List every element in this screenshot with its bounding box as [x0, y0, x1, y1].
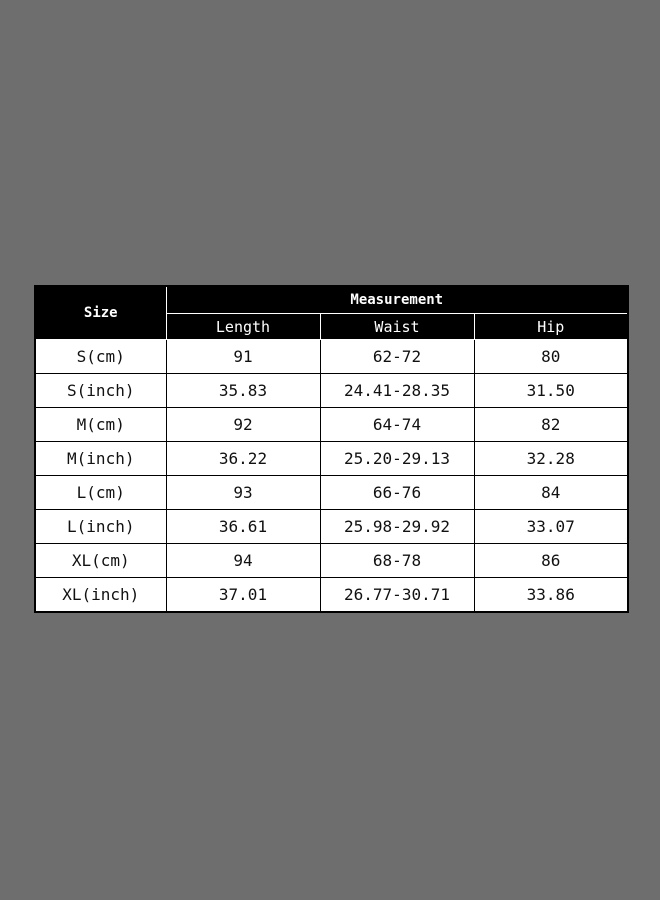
hip-column-header: Hip [474, 314, 628, 340]
size-cell: M(cm) [35, 408, 166, 442]
size-cell: M(inch) [35, 442, 166, 476]
waist-cell: 68-78 [320, 544, 474, 578]
table-row [35, 476, 628, 510]
waist-cell: 25.98-29.92 [320, 510, 474, 544]
hip-cell: 82 [474, 408, 628, 442]
length-cell: 35.83 [166, 374, 320, 408]
size-cell: L(inch) [35, 510, 166, 544]
length-cell: 36.22 [166, 442, 320, 476]
table-row [35, 374, 628, 408]
length-cell: 94 [166, 544, 320, 578]
size-cell: S(inch) [35, 374, 166, 408]
waist-column-header: Waist [320, 314, 474, 340]
waist-cell: 62-72 [320, 340, 474, 374]
hip-cell: 33.07 [474, 510, 628, 544]
waist-cell: 66-76 [320, 476, 474, 510]
size-cell: S(cm) [35, 340, 166, 374]
table-header [35, 286, 628, 340]
hip-cell: 80 [474, 340, 628, 374]
size-cell: XL(inch) [35, 578, 166, 613]
length-cell: 93 [166, 476, 320, 510]
waist-cell: 26.77-30.71 [320, 578, 474, 613]
hip-cell: 33.86 [474, 578, 628, 613]
hip-cell: 32.28 [474, 442, 628, 476]
length-column-header: Length [166, 314, 320, 340]
table-row [35, 442, 628, 476]
size-column-header: Size [35, 286, 166, 340]
table-row [35, 544, 628, 578]
table-row [35, 408, 628, 442]
hip-cell: 84 [474, 476, 628, 510]
table-row [35, 340, 628, 374]
size-cell: XL(cm) [35, 544, 166, 578]
length-cell: 91 [166, 340, 320, 374]
waist-cell: 25.20-29.13 [320, 442, 474, 476]
hip-cell: 31.50 [474, 374, 628, 408]
size-cell: L(cm) [35, 476, 166, 510]
length-cell: 92 [166, 408, 320, 442]
length-cell: 37.01 [166, 578, 320, 613]
table-row [35, 578, 628, 613]
measurement-group-header: Measurement [166, 286, 628, 314]
hip-cell: 86 [474, 544, 628, 578]
length-cell: 36.61 [166, 510, 320, 544]
waist-cell: 64-74 [320, 408, 474, 442]
size-chart-table [34, 285, 629, 613]
table-body [35, 340, 628, 613]
table-row [35, 510, 628, 544]
waist-cell: 24.41-28.35 [320, 374, 474, 408]
